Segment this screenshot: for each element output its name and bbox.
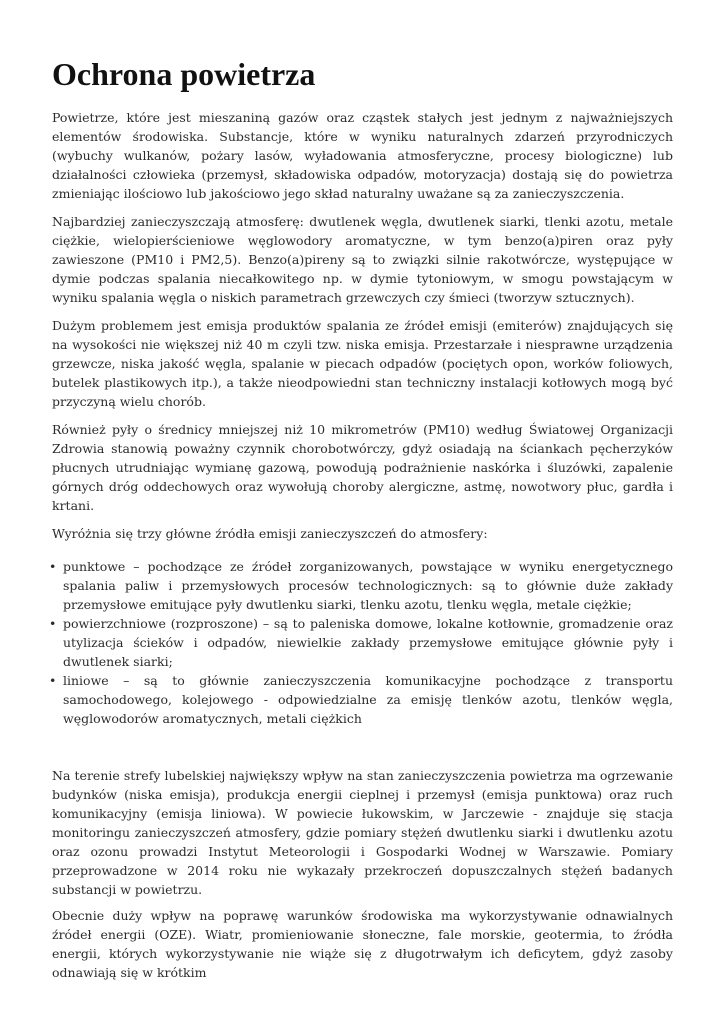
list-item-area-sources xyxy=(49,614,673,671)
bullet-icon: • xyxy=(49,616,57,631)
bullet-icon: • xyxy=(49,673,57,688)
paragraph-low-emission: Dużym problemem jest emisja produktów spalania ze źródeł emisji (emiterów) znajdujących się na wysokości nie większej niż 40 m czyli tzw. niska emisja. Przestarzałe i niesprawne urządzenia grzewcze, niska jakość węgla, spalanie w piecach odpadów (pociętych opon, worków foliowych, butelek plastikowych itp.), a także nieodpowiedni stan techniczny instalacji kotłowych mogą być przyczyną wielu chorób. xyxy=(52,318,673,409)
paragraph-intro: Powietrze, które jest mieszaniną gazów oraz cząstek stałych jest jednym z najważniejszych elementów środowiska. Substancje, które w wyniku naturalnych zdarzeń przyrodniczych (wybuchy wulkanów, pożary lasów, wyładowania atmosferyczne, procesy biologiczne) lub działalności człowieka (przemysł, składowiska odpadów, motoryzacja) dostają się do powietrza zmieniając ilościowo lub jakościowo jego skład naturalny uważane są za zanieczyszczenia. xyxy=(52,110,673,201)
list-item-text: powierzchniowe (rozproszone) – są to paleniska domowe, lokalne kotłownie, gromadzenie oraz utylizacja ścieków i odpadów, niewielkie zakłady przemysłowe emitujące głównie pyły i dwutlenek siarki; xyxy=(63,616,673,669)
paragraph-pollutants: Najbardziej zanieczyszczają atmosferę: dwutlenek węgla, dwutlenek siarki, tlenki azotu, metale ciężkie, wielopierścieniowe węglowodory aromatyczne, w tym benzo(a)piren oraz pyły zawieszone (PM10 i PM2,5). Benzo(a)pireny są to związki silnie rakotwórcze, występujące w dymie podczas spalania niecałkowitego np. w dymie tytoniowym, w smogu powstającym w wyniku spalania węgla o niskich parametrach grzewczych czy śmieci (tworzyw sztucznych). xyxy=(52,214,673,305)
paragraph-emission-sources-intro: Wyróżnia się trzy główne źródła emisji zanieczyszczeń do atmosfery: xyxy=(52,526,488,541)
bullet-icon: • xyxy=(49,559,57,574)
paragraph-renewable-energy: Obecnie duży wpływ na poprawę warunków środowiska ma wykorzystywanie odnawialnych źródeł energii (OZE). Wiatr, promieniowanie słoneczne, fale morskie, geotermia, to źródła energii, których wykorzystywanie nie wiąże się z długotrwałym ich deficytem, gdyż zasoby odnawiają się w krótkim xyxy=(52,908,673,980)
list-item-text: liniowe – są to głównie zanieczyszczenia komunikacyjne pochodzące z transportu samochodowego, kolejowego - odpowiedzialne za emisję tlenków azotu, tlenków węgla, węglowodorów aromatycznych, metali ciężkich xyxy=(63,673,673,726)
emission-sources-list xyxy=(49,557,673,728)
page-title: Ochrona powietrza xyxy=(52,56,316,92)
paragraph-lublin-zone: Na terenie strefy lubelskiej największy wpływ na stan zanieczyszczenia powietrza ma ogrzewanie budynków (niska emisja), produkcja energii cieplnej i przemysł (emisja punktowa) oraz ruch komunikacyjny (emisja liniowa). W powiecie łukowskim, w Jarczewie - znajduje się stacja monitoringu zanieczyszczeń atmosfery, gdzie pomiary stężeń dwutlenku siarki i dwutlenku azotu oraz ozonu prowadzi Instytut Meteorologii i Gospodarki Wodnej w Warszawie. Pomiary przeprowadzone w 2014 roku nie wykazały przekroczeń dopuszczalnych stężeń badanych substancji w powietrzu. xyxy=(52,768,673,897)
list-item-text: punktowe – pochodzące ze źródeł zorganizowanych, powstające w wyniku energetycznego spalania paliw i przemysłowych procesów technologicznych: są to głównie duże zakłady przemysłowe emitujące pyły dwutlenku siarki, tlenku azotu, tlenku węgla, metale ciężkie; xyxy=(63,559,673,612)
list-item-point-sources xyxy=(49,557,673,614)
paragraph-particulate-matter: Również pyły o średnicy mniejszej niż 10 mikrometrów (PM10) według Światowej Organizacji Zdrowia stanowią poważny czynnik chorobotwórczy, gdyż osiadają na ściankach pęcherzyków płucnych utrudniając wymianę gazową, powodują podrażnienie naskórka i śluzówki, zapalenie górnych dróg oddechowych oraz wywołują choroby alergiczne, astmę, nowotwory płuc, gardła i krtani. xyxy=(52,422,673,513)
list-item-line-sources xyxy=(49,671,673,728)
